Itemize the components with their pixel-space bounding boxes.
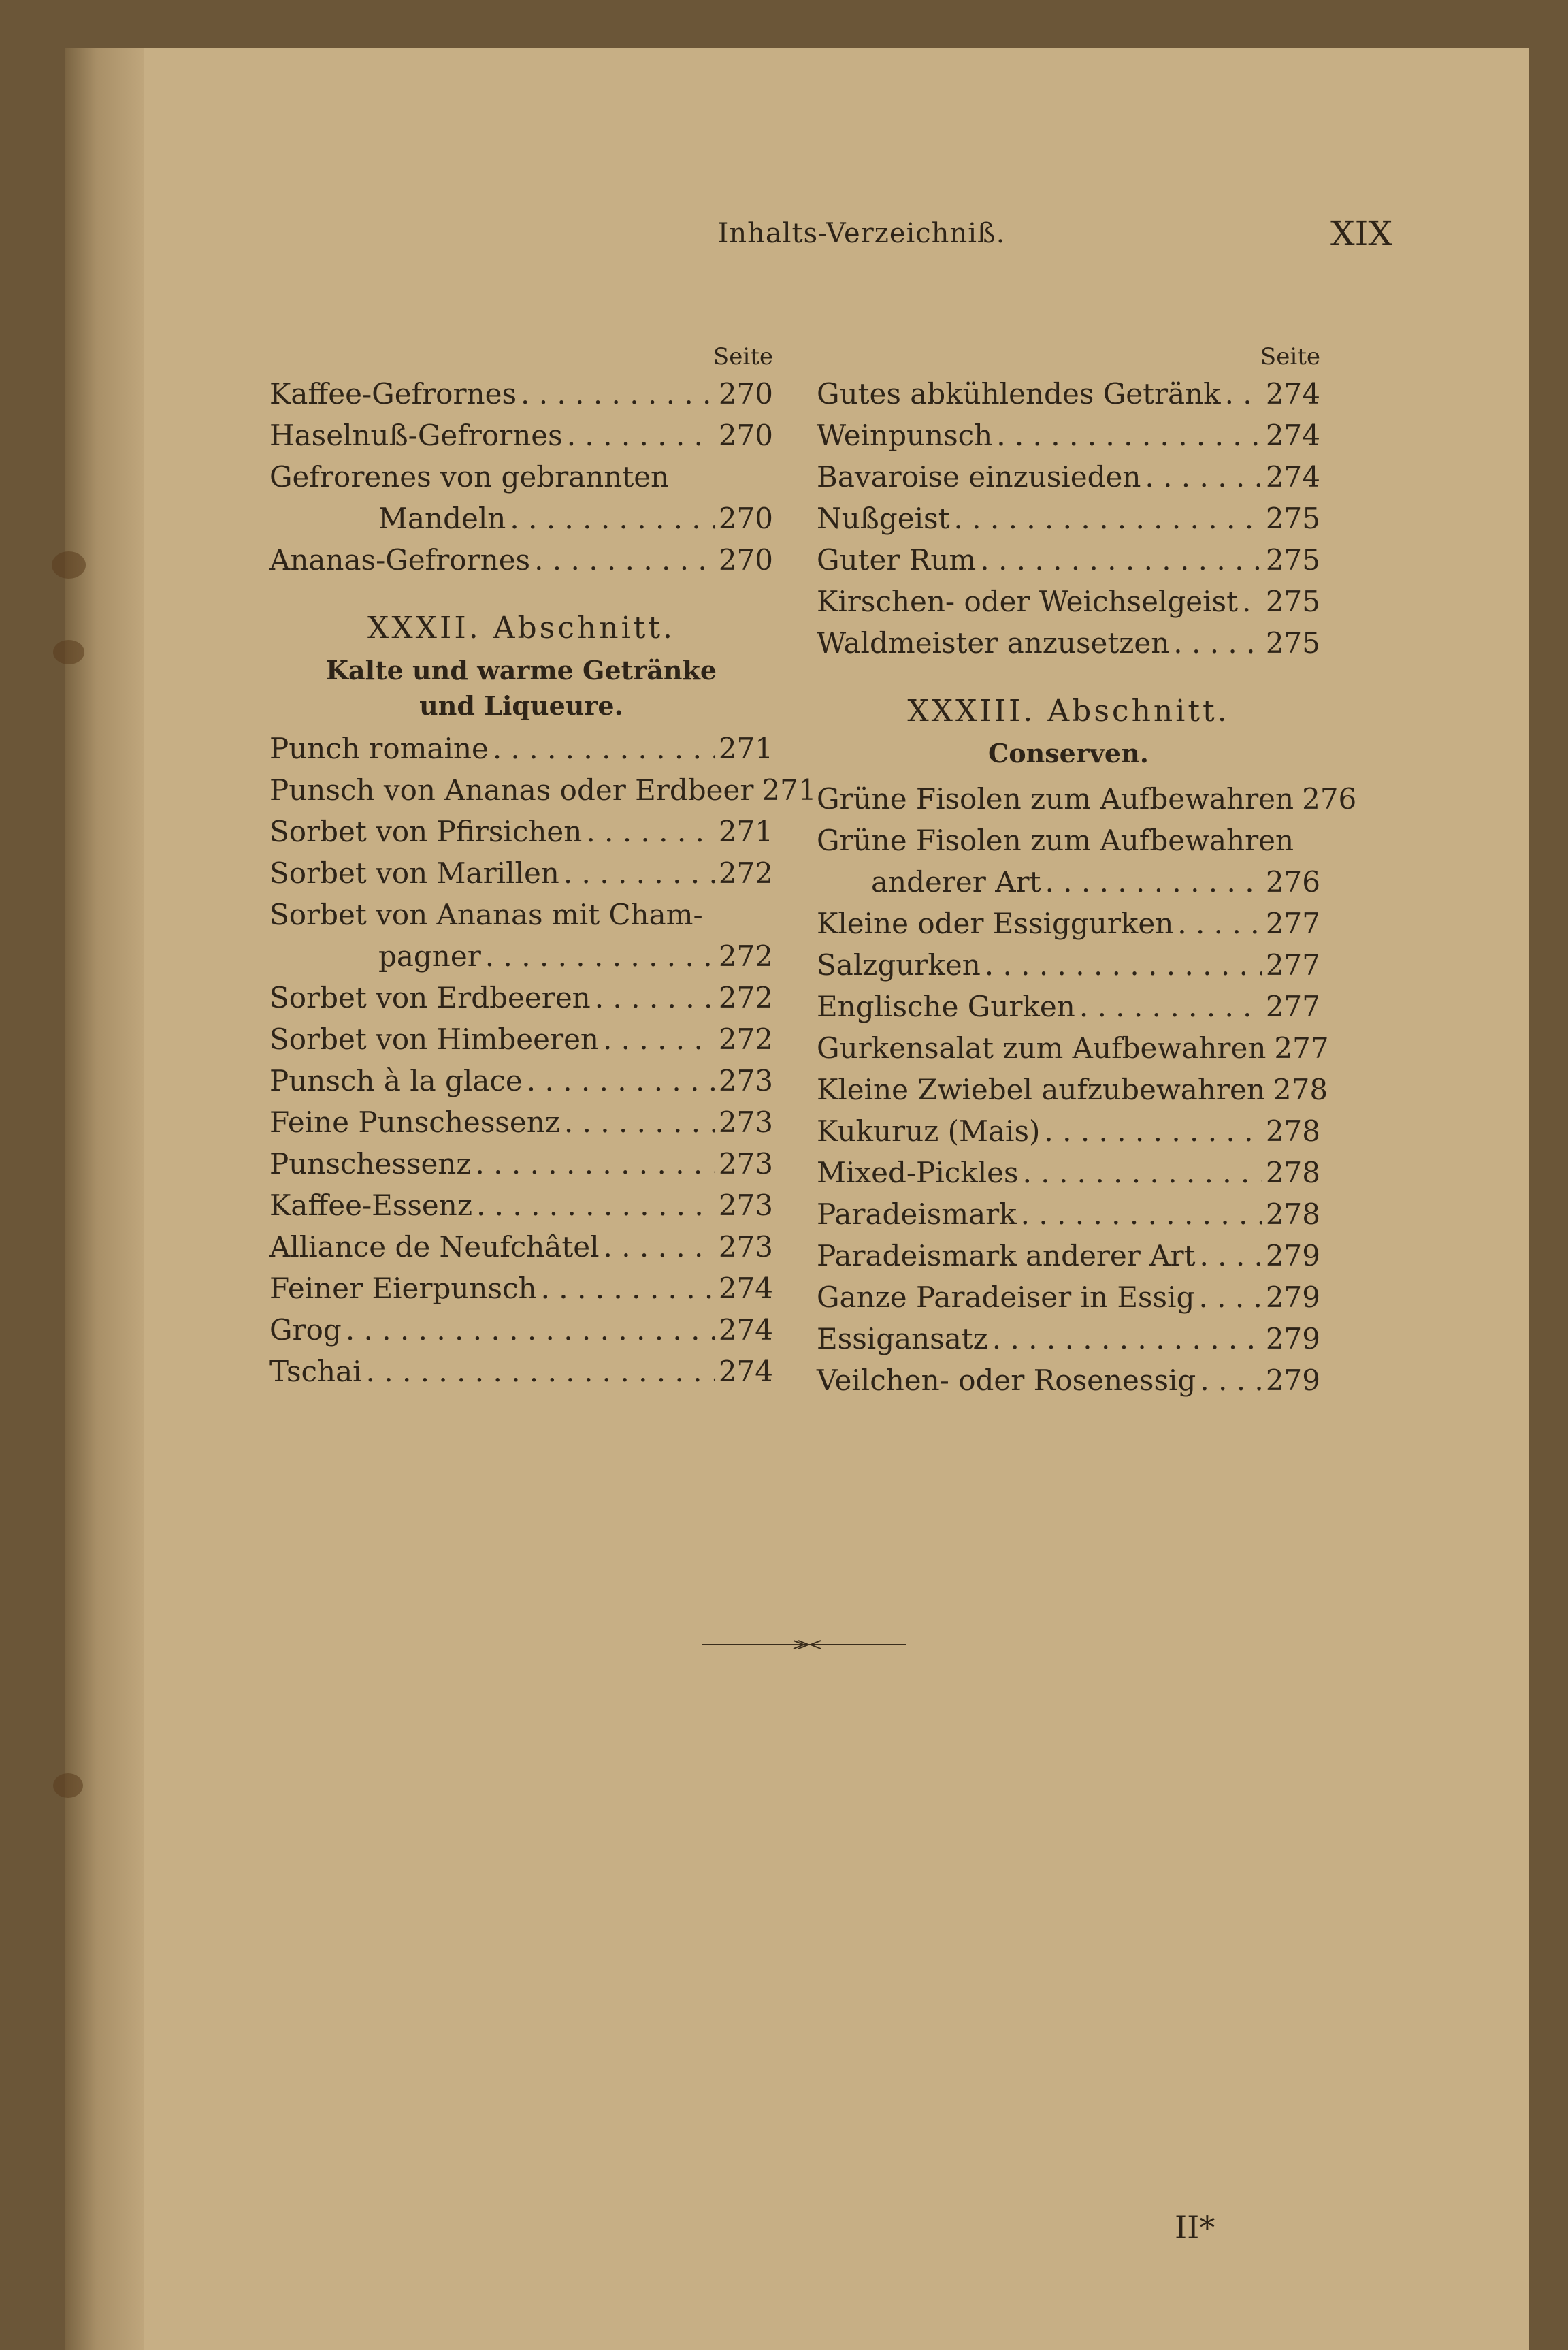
leader-dots — [1177, 903, 1262, 944]
leader-dots — [527, 1060, 715, 1101]
entry-page: 277 — [1265, 907, 1320, 940]
entry-page: 277 — [1265, 948, 1320, 982]
entry-title: Mandeln — [378, 502, 506, 535]
entry-page: 273 — [718, 1064, 773, 1097]
entry-title: Kaffee-Essenz — [270, 1189, 472, 1222]
entry-page: 278 — [1273, 1073, 1328, 1106]
leader-dots — [996, 415, 1262, 456]
entry-title: Weinpunsch — [817, 419, 993, 452]
leader-dots — [992, 1318, 1262, 1359]
entry-title-line1: Grüne Fisolen zum Aufbewahren — [817, 824, 1294, 857]
toc-entry — [817, 622, 1320, 664]
toc-entry — [817, 373, 1320, 415]
entry-title: Kukuruz (Mais) — [817, 1114, 1041, 1148]
entry-title-line1: Gefrorenes von gebrannten — [270, 460, 670, 494]
leader-dots — [595, 977, 715, 1018]
toc-entry — [270, 1185, 773, 1226]
section-heading: XXXII. Abschnitt. — [368, 611, 675, 645]
entry-page: 274 — [718, 1355, 773, 1388]
leader-dots — [1242, 581, 1262, 622]
entry-title: Salzgurken — [817, 948, 981, 982]
toc-entry — [817, 903, 1320, 944]
entry-title: Waldmeister anzusetzen — [817, 626, 1170, 660]
toc-entry — [270, 415, 773, 456]
entry-page: 273 — [718, 1106, 773, 1139]
entry-page: 278 — [1265, 1156, 1320, 1189]
leader-dots — [534, 539, 715, 581]
toc-entry — [817, 861, 1320, 903]
toc-entry — [270, 1351, 773, 1392]
leader-dots — [980, 539, 1262, 581]
leader-dots — [1021, 1193, 1262, 1235]
leader-dots — [1199, 1235, 1261, 1276]
book-page — [65, 48, 1529, 2350]
toc-entry — [270, 769, 817, 811]
leader-dots — [567, 415, 715, 456]
leader-dots — [1044, 1110, 1261, 1152]
toc-entry — [817, 944, 1320, 986]
toc-entry — [817, 1318, 1320, 1359]
leader-dots — [1045, 861, 1261, 903]
section-subtitle: Conserven. — [988, 738, 1149, 769]
entry-title: Sorbet von Marillen — [270, 856, 559, 890]
entry-page: 275 — [1265, 502, 1320, 535]
leader-dots — [564, 852, 715, 894]
entry-title: Tschai — [270, 1355, 362, 1388]
entry-page: 275 — [1265, 543, 1320, 577]
toc-entry — [817, 1027, 1329, 1069]
entry-page: 279 — [1265, 1239, 1320, 1272]
entry-title: Gutes abkühlendes Getränk — [817, 377, 1221, 411]
signature-mark: II* — [1175, 2209, 1215, 2246]
entry-page: 274 — [1265, 377, 1320, 411]
entry-title: Punsch à la glace — [270, 1064, 523, 1097]
toc-entry — [270, 1060, 773, 1101]
leader-dots — [1200, 1359, 1262, 1401]
entry-title: anderer Art — [871, 865, 1041, 899]
toc-entry — [270, 811, 773, 852]
toc-entry — [270, 935, 773, 977]
toc-entry — [817, 1152, 1320, 1193]
entry-page: 270 — [718, 377, 773, 411]
entry-title: Kirschen- oder Weichselgeist — [817, 585, 1238, 618]
entry-title: Haselnuß-Gefrornes — [270, 419, 563, 452]
entry-page: 272 — [718, 856, 773, 890]
entry-title: Punsch von Ananas oder Erdbeer — [270, 773, 754, 807]
seite-label: Seite — [1260, 343, 1320, 370]
seite-label: Seite — [713, 343, 773, 370]
running-head: Inhalts-Verzeichniß. — [717, 218, 1006, 249]
entry-page: 277 — [1274, 1031, 1329, 1065]
leader-dots — [603, 1018, 715, 1060]
toc-entry — [817, 778, 1357, 820]
binding-hole — [53, 1773, 83, 1798]
entry-page: 270 — [718, 543, 773, 577]
entry-page: 273 — [718, 1230, 773, 1263]
entry-title: Kleine oder Essiggurken — [817, 907, 1174, 940]
section-heading: XXXIII. Abschnitt. — [907, 694, 1230, 728]
entry-page: 271 — [718, 815, 773, 848]
section-subtitle: und Liqueure. — [419, 690, 623, 721]
entry-page: 272 — [718, 981, 773, 1014]
entry-page: 270 — [718, 419, 773, 452]
binding-hole — [52, 551, 86, 579]
entry-title: Mixed-Pickles — [817, 1156, 1019, 1189]
leader-dots — [493, 728, 715, 769]
entry-page: 274 — [718, 1272, 773, 1305]
toc-entry — [817, 498, 1320, 539]
entry-title: Nußgeist — [817, 502, 950, 535]
leader-dots — [1079, 986, 1262, 1027]
entry-page: 279 — [1265, 1322, 1320, 1355]
entry-title: Punschessenz — [270, 1147, 472, 1180]
entry-title: Alliance de Neufchâtel — [270, 1230, 600, 1263]
ornament-divider — [702, 1638, 906, 1652]
toc-entry — [817, 1276, 1320, 1318]
toc-entry — [817, 1193, 1320, 1235]
entry-page: 270 — [718, 502, 773, 535]
toc-entry — [270, 728, 773, 769]
entry-page: 278 — [1265, 1114, 1320, 1148]
toc-column-right — [817, 340, 1357, 1401]
entry-page: 276 — [1302, 782, 1357, 816]
entry-title: Gurkensalat zum Aufbewahren — [817, 1031, 1267, 1065]
toc-entry — [270, 852, 773, 894]
toc-column-left — [270, 340, 817, 1392]
leader-dots — [1225, 373, 1262, 415]
entry-title: Punch romaine — [270, 732, 489, 765]
entry-title: Paradeismark — [817, 1197, 1017, 1231]
entry-page: 274 — [718, 1313, 773, 1347]
entry-title: Englische Gurken — [817, 990, 1075, 1023]
entry-title: Sorbet von Himbeeren — [270, 1023, 599, 1056]
entry-title: Paradeismark anderer Art — [817, 1239, 1196, 1272]
leader-dots — [1145, 456, 1261, 498]
entry-title: pagner — [378, 939, 481, 973]
entry-title: Grüne Fisolen zum Aufbewahren — [817, 782, 1294, 816]
leader-dots — [541, 1268, 715, 1309]
entry-page: 273 — [718, 1189, 773, 1222]
entry-title: Sorbet von Pfirsichen — [270, 815, 583, 848]
leader-dots — [1173, 622, 1262, 664]
entry-page: 274 — [1265, 419, 1320, 452]
entry-page: 271 — [718, 732, 773, 765]
binding-hole — [53, 640, 84, 664]
leader-dots — [1198, 1276, 1261, 1318]
toc-entry — [817, 415, 1320, 456]
toc-entry — [817, 1235, 1320, 1276]
toc-entry — [270, 373, 773, 415]
entry-page: 271 — [762, 773, 817, 807]
toc-entry — [270, 1143, 773, 1185]
entry-title: Sorbet von Erdbeeren — [270, 981, 591, 1014]
leader-dots — [604, 1226, 715, 1268]
entry-title: Veilchen- oder Rosenessig — [817, 1364, 1196, 1397]
entry-title: Feiner Eierpunsch — [270, 1272, 537, 1305]
leader-dots — [366, 1351, 715, 1392]
toc-entry — [817, 539, 1320, 581]
leader-dots — [510, 498, 715, 539]
toc-entry — [817, 1359, 1320, 1401]
entry-title: Guter Rum — [817, 543, 977, 577]
leader-dots — [1023, 1152, 1262, 1193]
leader-dots — [586, 811, 714, 852]
entry-page: 275 — [1265, 585, 1320, 618]
section-subtitle: Kalte und warme Getränke — [325, 655, 717, 686]
toc-entry — [817, 581, 1320, 622]
toc-entry — [270, 1309, 773, 1351]
toc-entry — [817, 456, 1320, 498]
toc-entry — [270, 539, 773, 581]
entry-page: 273 — [718, 1147, 773, 1180]
toc-entry — [270, 1018, 773, 1060]
entry-title: Ganze Paradeiser in Essig — [817, 1281, 1195, 1314]
entry-title: Feine Punschessenz — [270, 1106, 560, 1139]
toc-entry — [270, 498, 773, 539]
leader-dots — [346, 1309, 715, 1351]
entry-title: Ananas-Gefrornes — [270, 543, 531, 577]
entry-page: 277 — [1265, 990, 1320, 1023]
entry-title: Grog — [270, 1313, 342, 1347]
leader-dots — [521, 373, 715, 415]
toc-entry — [817, 986, 1320, 1027]
entry-title-line1: Sorbet von Ananas mit Cham- — [270, 898, 703, 931]
toc-entry — [270, 1101, 773, 1143]
entry-title: Bavaroise einzusieden — [817, 460, 1141, 494]
entry-page: 278 — [1265, 1197, 1320, 1231]
toc-entry — [270, 1226, 773, 1268]
toc-entry — [270, 977, 773, 1018]
leader-dots — [475, 1143, 714, 1185]
leader-dots — [485, 935, 715, 977]
toc-entry — [817, 1069, 1328, 1110]
entry-title: Kleine Zwiebel aufzubewahren — [817, 1073, 1265, 1106]
entry-page: 279 — [1265, 1364, 1320, 1397]
page-spine — [65, 48, 144, 2350]
toc-entry — [270, 1268, 773, 1309]
entry-page: 279 — [1265, 1281, 1320, 1314]
entry-page: 276 — [1265, 865, 1320, 899]
entry-title: Essigansatz — [817, 1322, 988, 1355]
entry-title: Kaffee-Gefrornes — [270, 377, 517, 411]
entry-page: 274 — [1265, 460, 1320, 494]
leader-dots — [564, 1101, 715, 1143]
page-number: XIX — [1330, 214, 1392, 253]
toc-entry — [817, 1110, 1320, 1152]
leader-dots — [953, 498, 1261, 539]
leader-dots — [476, 1185, 715, 1226]
entry-page: 272 — [718, 939, 773, 973]
entry-page: 275 — [1265, 626, 1320, 660]
entry-page: 272 — [718, 1023, 773, 1056]
leader-dots — [985, 944, 1262, 986]
